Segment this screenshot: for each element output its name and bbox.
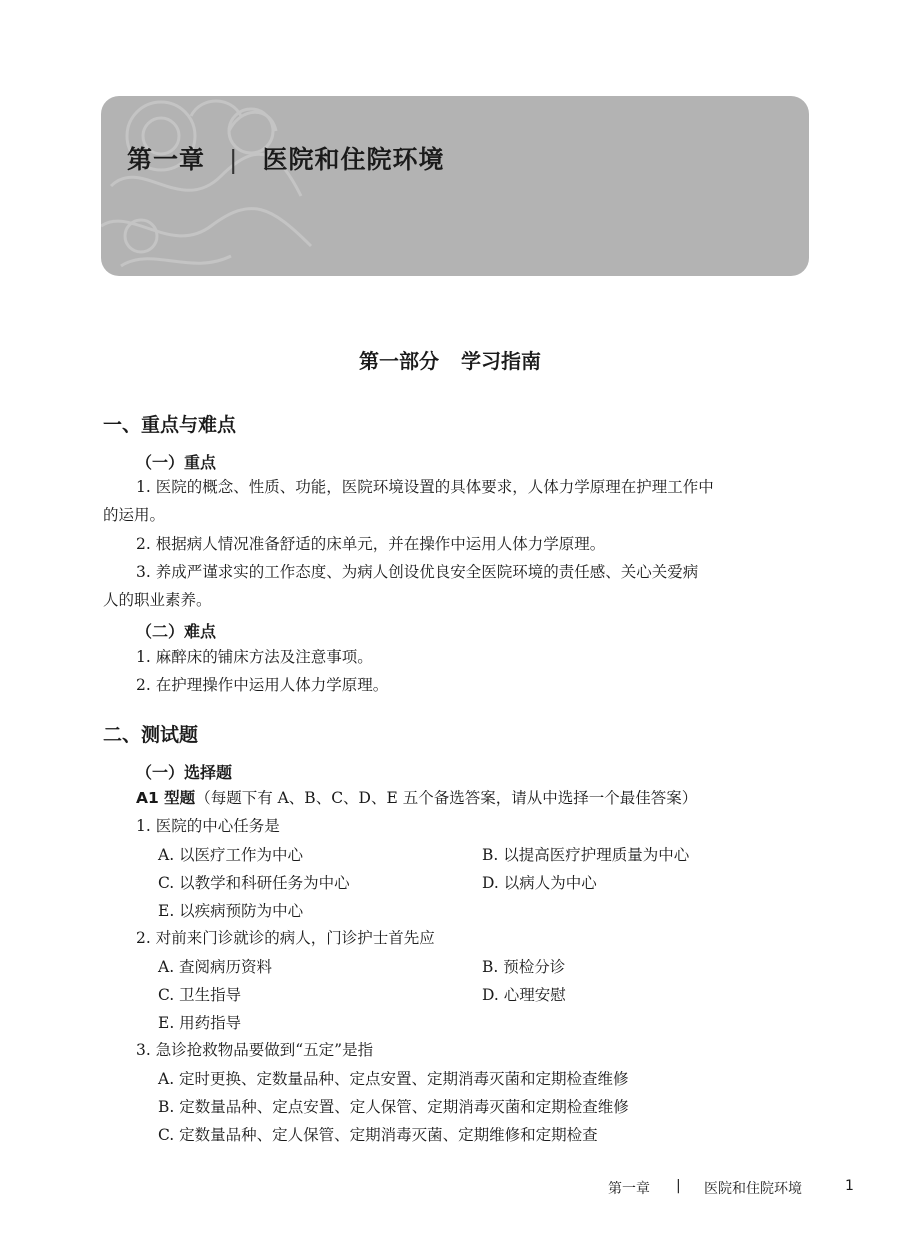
chapter-title xyxy=(127,140,444,176)
section-heading-quiz: 二、测试题 xyxy=(103,724,199,746)
difficulty-item-1: 1. 麻醉床的铺床方法及注意事项。 xyxy=(136,648,373,666)
section-heading-key-points: 一、重点与难点 xyxy=(103,414,237,436)
question-1-option-b: B. 以提高医疗护理质量为中心 xyxy=(482,846,690,864)
focus-item-3-cont: 人的职业素养。 xyxy=(103,591,212,609)
part-number: 第一部分 xyxy=(359,349,439,373)
part-name: 学习指南 xyxy=(461,349,541,373)
question-1-stem: 1. 医院的中心任务是 xyxy=(136,817,280,835)
footer-title: 医院和住院环境 xyxy=(704,1181,802,1197)
question-2-option-a: A. 查阅病历资料 xyxy=(158,958,273,976)
a1-type-label: A1 型题 xyxy=(136,789,196,807)
focus-item-1-cont: 的运用。 xyxy=(103,506,166,524)
chapter-number: 第一章 xyxy=(127,145,206,174)
question-1-option-d: D. 以病人为中心 xyxy=(482,874,597,892)
a1-type-description: （每题下有 A、B、C、D、E 五个备选答案，请从中选择一个最佳答案） xyxy=(195,789,698,807)
question-2-option-b: B. 预检分诊 xyxy=(482,958,566,976)
focus-item-3: 3. 养成严谨求实的工作态度、为病人创设优良安全医院环境的责任感、关心关爱病 xyxy=(136,563,699,581)
subsection-heading-difficulty: （二）难点 xyxy=(136,622,217,641)
question-2-option-e: E. 用药指导 xyxy=(158,1014,242,1032)
question-2-stem: 2. 对前来门诊就诊的病人，门诊护士首先应 xyxy=(136,929,435,947)
question-2-option-c: C. 卫生指导 xyxy=(158,986,242,1004)
focus-item-2: 2. 根据病人情况准备舒适的床单元，并在操作中运用人体力学原理。 xyxy=(136,535,606,553)
question-3-option-a: A. 定时更换、定数量品种、定点安置、定期消毒灭菌和定期检查维修 xyxy=(158,1070,629,1088)
focus-item-1: 1. 医院的概念、性质、功能，医院环境设置的具体要求，人体力学原理在护理工作中 xyxy=(136,478,714,496)
part-title xyxy=(0,345,900,374)
question-3-option-c: C. 定数量品种、定人保管、定期消毒灭菌、定期维修和定期检查 xyxy=(158,1126,598,1144)
page-number: 1 xyxy=(845,1178,854,1194)
question-3-stem: 3. 急诊抢救物品要做到“五定”是指 xyxy=(136,1041,374,1059)
footer-chapter: 第一章 xyxy=(608,1181,650,1197)
a1-type-instruction xyxy=(136,787,697,809)
chapter-name: 医院和住院环境 xyxy=(262,145,445,174)
question-2-option-d: D. 心理安慰 xyxy=(482,986,566,1004)
chapter-banner xyxy=(101,96,809,276)
subsection-heading-focus: （一）重点 xyxy=(136,453,217,472)
footer-separator: | xyxy=(676,1178,681,1194)
question-1-option-e: E. 以疾病预防为中心 xyxy=(158,902,304,920)
question-1-option-a: A. 以医疗工作为中心 xyxy=(158,846,304,864)
subsection-heading-multiple-choice: （一）选择题 xyxy=(136,763,233,782)
question-1-option-c: C. 以教学和科研任务为中心 xyxy=(158,874,350,892)
chapter-title-separator: | xyxy=(229,145,239,174)
question-3-option-b: B. 定数量品种、定点安置、定人保管、定期消毒灭菌和定期检查维修 xyxy=(158,1098,629,1116)
floral-ornament-icon xyxy=(101,96,361,276)
difficulty-item-2: 2. 在护理操作中运用人体力学原理。 xyxy=(136,676,389,694)
